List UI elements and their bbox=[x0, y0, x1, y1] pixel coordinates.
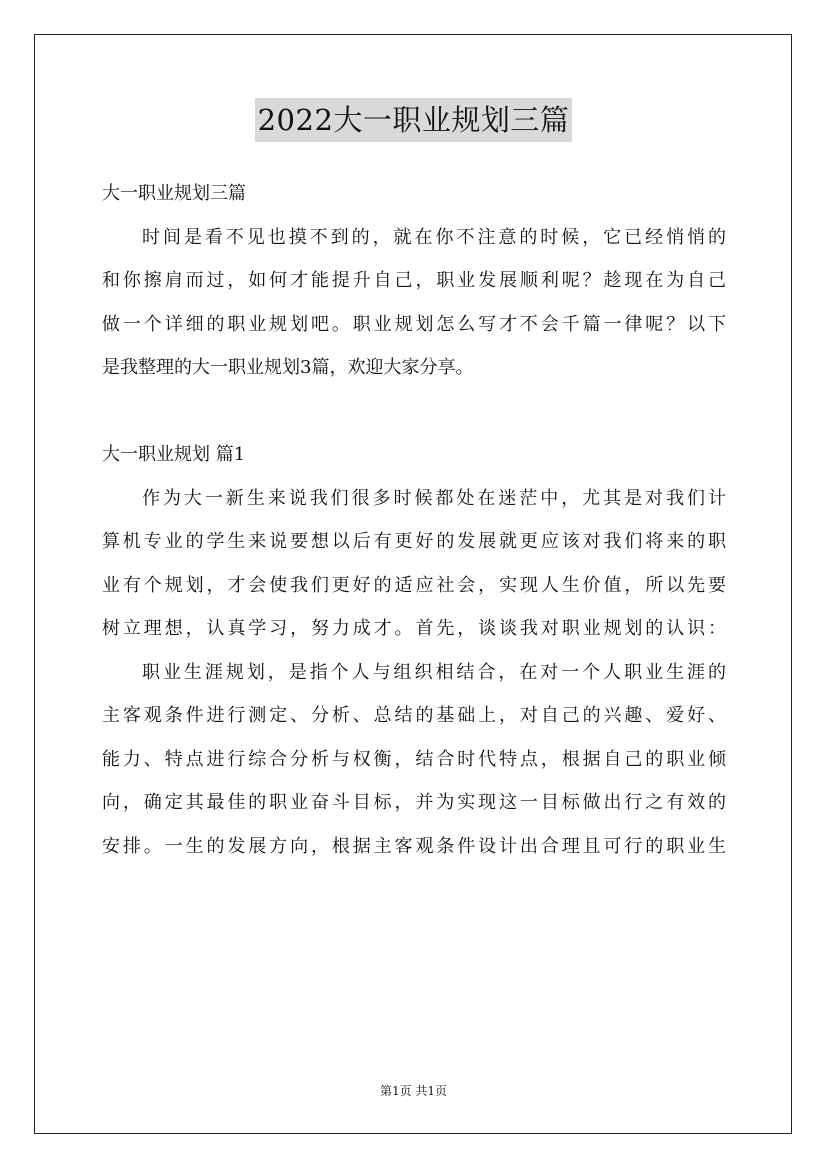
intro-line: 和你擦肩而过，如何才能提升自己，职业发展顺利呢？趁现在为自己 bbox=[102, 270, 726, 291]
paragraph-line: 能力、特点进行综合分析与权衡，结合时代特点，根据自己的职业倾 bbox=[102, 748, 726, 770]
paragraph-line: 算机专业的学生来说要想以后有更好的发展就更应该对我们将来的职 bbox=[102, 531, 726, 552]
page-footer: 第1页 共1页 bbox=[379, 1084, 448, 1098]
section-heading: 大一职业规划 篇1 bbox=[102, 444, 246, 465]
paragraph-line: 向，确定其最佳的职业奋斗目标，并为实现这一目标做出行之有效的 bbox=[102, 792, 726, 813]
title-container bbox=[0, 98, 827, 142]
document-body bbox=[102, 172, 726, 868]
blank-line bbox=[102, 390, 726, 434]
intro-line: 是我整理的大一职业规划3篇，欢迎大家分享。 bbox=[102, 357, 474, 378]
paragraph-line: 安排。一生的发展方向，根据主客观条件设计出合理且可行的职业生 bbox=[102, 835, 726, 857]
paragraph-line: 职业生涯规划，是指个人与组织相结合，在对一个人职业生涯的 bbox=[142, 661, 726, 683]
paragraph-line: 主客观条件进行测定、分析、总结的基础上，对自己的兴趣、爱好、 bbox=[102, 705, 726, 726]
paragraph-line: 业有个规划，才会使我们更好的适应社会，实现人生价值，所以先要 bbox=[102, 574, 726, 596]
subtitle: 大一职业规划三篇 bbox=[102, 183, 246, 204]
paragraph-line: 树立理想，认真学习，努力成才。首先，谈谈我对职业规划的认识： bbox=[102, 618, 726, 639]
intro-line: 做一个详细的职业规划吧。职业规划怎么写才不会千篇一律呢？以下 bbox=[102, 313, 726, 335]
intro-line: 时间是看不见也摸不到的，就在你不注意的时候，它已经悄悄的 bbox=[142, 226, 726, 248]
document-title: 2022大一职业规划三篇 bbox=[255, 98, 573, 142]
paragraph-line: 作为大一新生来说我们很多时候都处在迷茫中，尤其是对我们计 bbox=[142, 487, 726, 509]
